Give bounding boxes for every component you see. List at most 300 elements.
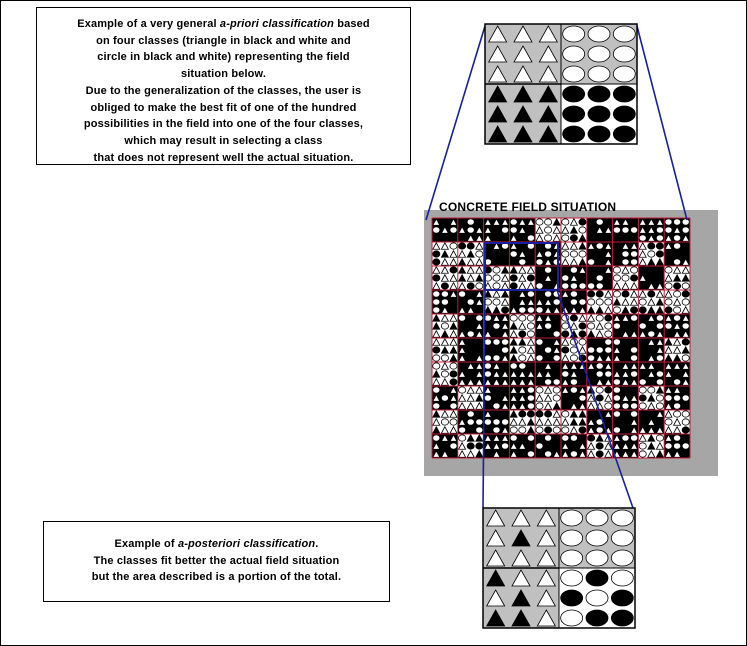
field-circle-icon: [433, 435, 440, 441]
field-circle-icon: [562, 235, 569, 241]
field-circle-icon: [545, 291, 552, 297]
field-circle-icon: [562, 283, 569, 289]
white-circle-icon: [586, 550, 608, 566]
field-circle-icon: [476, 443, 483, 449]
field-circle-icon: [562, 427, 569, 433]
field-cell: [432, 362, 458, 386]
field-cell: [561, 410, 587, 434]
field-circle-icon: [519, 363, 526, 369]
field-circle-icon: [674, 219, 681, 225]
field-circle-icon: [605, 235, 612, 241]
field-circle-icon: [674, 259, 681, 265]
black-circle-icon: [588, 106, 610, 122]
white-circle-icon: [561, 610, 583, 626]
field-circle-icon: [605, 347, 612, 353]
field-circle-icon: [545, 251, 552, 257]
field-cell: [664, 290, 690, 314]
field-cell: [535, 338, 561, 362]
field-circle-icon: [527, 451, 534, 457]
field-cell: [535, 218, 561, 242]
field-circle-icon: [536, 355, 543, 361]
field-circle-icon: [631, 339, 638, 345]
field-circle-icon: [510, 427, 517, 433]
field-cell: [664, 266, 690, 290]
field-circle-icon: [493, 283, 500, 289]
field-cell: [535, 410, 561, 434]
field-circle-icon: [510, 275, 517, 281]
field-circle-icon: [656, 315, 663, 321]
field-circle-icon: [476, 315, 483, 321]
field-circle-icon: [656, 355, 663, 361]
field-cell: [561, 266, 587, 290]
field-cell: [432, 338, 458, 362]
field-circle-icon: [682, 339, 689, 345]
field-cell: [587, 362, 613, 386]
black-circle-icon: [586, 570, 608, 586]
field-circle-icon: [613, 267, 620, 273]
field-circle-icon: [674, 243, 681, 249]
field-circle-icon: [588, 411, 595, 417]
a-priori-class-panel: [485, 24, 637, 144]
field-circle-icon: [484, 355, 491, 361]
field-circle-icon: [433, 291, 440, 297]
field-cell: [432, 410, 458, 434]
field-cell: [638, 386, 664, 410]
field-circle-icon: [484, 451, 491, 457]
field-cell: [638, 266, 664, 290]
field-cell: [509, 290, 535, 314]
field-circle-icon: [519, 307, 526, 313]
field-circle-icon: [562, 219, 569, 225]
white-circle-icon: [586, 510, 608, 526]
field-circle-icon: [467, 243, 474, 249]
field-circle-icon: [622, 259, 629, 265]
field-cell: [484, 218, 510, 242]
field-circle-icon: [579, 251, 586, 257]
field-circle-icon: [596, 347, 603, 353]
field-circle-icon: [665, 323, 672, 329]
field-circle-icon: [536, 259, 543, 265]
field-cell: [587, 338, 613, 362]
field-circle-icon: [441, 355, 448, 361]
field-cell: [587, 218, 613, 242]
field-cell: [484, 434, 510, 458]
field-cell: [484, 362, 510, 386]
field-circle-icon: [527, 387, 534, 393]
field-circle-icon: [536, 331, 543, 337]
field-circle-icon: [433, 259, 440, 265]
field-circle-icon: [605, 331, 612, 337]
field-circle-icon: [570, 299, 577, 305]
field-circle-icon: [502, 339, 509, 345]
field-circle-icon: [467, 227, 474, 233]
white-circle-icon: [588, 66, 610, 82]
field-cell: [587, 290, 613, 314]
field-circle-icon: [545, 267, 552, 273]
field-circle-icon: [484, 371, 491, 377]
field-circle-icon: [665, 267, 672, 273]
field-circle-icon: [510, 291, 517, 297]
field-circle-icon: [476, 419, 483, 425]
field-cell: [561, 434, 587, 458]
white-circle-icon: [611, 550, 633, 566]
field-circle-icon: [570, 379, 577, 385]
field-circle-icon: [441, 323, 448, 329]
field-cell: [484, 242, 510, 266]
a-priori-term: a-priori classification: [219, 18, 335, 30]
field-cell: [432, 218, 458, 242]
field-circle-icon: [459, 291, 466, 297]
field-circle-icon: [450, 307, 457, 313]
field-cell: [664, 314, 690, 338]
black-circle-icon: [586, 610, 608, 626]
field-circle-icon: [682, 435, 689, 441]
field-circle-icon: [674, 435, 681, 441]
field-cell: [509, 434, 535, 458]
field-cell: [638, 410, 664, 434]
field-circle-icon: [588, 347, 595, 353]
field-cell: [484, 290, 510, 314]
field-circle-icon: [545, 339, 552, 345]
black-circle-icon: [611, 590, 633, 606]
field-circle-icon: [502, 227, 509, 233]
field-circle-icon: [579, 227, 586, 233]
field-cell: [613, 386, 639, 410]
field-circle-icon: [588, 235, 595, 241]
field-circle-icon: [433, 275, 440, 281]
field-circle-icon: [648, 275, 655, 281]
field-circle-icon: [605, 419, 612, 425]
white-circle-icon: [586, 530, 608, 546]
field-circle-icon: [484, 419, 491, 425]
field-circle-icon: [596, 339, 603, 345]
field-circle-icon: [519, 347, 526, 353]
field-circle-icon: [579, 395, 586, 401]
field-circle-icon: [553, 395, 560, 401]
field-circle-icon: [553, 299, 560, 305]
field-circle-icon: [459, 323, 466, 329]
field-circle-icon: [631, 275, 638, 281]
field-cell: [484, 314, 510, 338]
field-circle-icon: [433, 363, 440, 369]
field-circle-icon: [441, 371, 448, 377]
white-circle-icon: [561, 550, 583, 566]
field-circle-icon: [631, 411, 638, 417]
field-circle-icon: [648, 243, 655, 249]
field-circle-icon: [545, 379, 552, 385]
field-circle-icon: [613, 291, 620, 297]
field-circle-icon: [579, 299, 586, 305]
black-circle-icon: [613, 126, 635, 142]
field-cell: [561, 218, 587, 242]
field-circle-icon: [596, 363, 603, 369]
field-circle-icon: [502, 347, 509, 353]
field-cell: [509, 386, 535, 410]
field-cell: [613, 362, 639, 386]
field-circle-icon: [682, 355, 689, 361]
field-circle-icon: [613, 387, 620, 393]
field-circle-icon: [536, 339, 543, 345]
field-circle-icon: [433, 251, 440, 257]
field-circle-icon: [459, 315, 466, 321]
field-circle-icon: [502, 307, 509, 313]
field-circle-icon: [622, 355, 629, 361]
black-circle-icon: [561, 590, 583, 606]
field-cell: [664, 386, 690, 410]
field-circle-icon: [467, 331, 474, 337]
field-circle-icon: [665, 307, 672, 313]
field-circle-icon: [588, 283, 595, 289]
a-priori-note-line4: situation below.: [180, 68, 267, 81]
field-circle-icon: [674, 403, 681, 409]
field-circle-icon: [493, 387, 500, 393]
field-circle-icon: [588, 355, 595, 361]
field-circle-icon: [596, 443, 603, 449]
field-circle-icon: [622, 235, 629, 241]
field-circle-icon: [656, 379, 663, 385]
field-circle-icon: [682, 395, 689, 401]
field-circle-icon: [656, 323, 663, 329]
field-circle-icon: [639, 307, 646, 313]
field-circle-icon: [639, 387, 646, 393]
field-circle-icon: [570, 443, 577, 449]
field-circle-icon: [493, 275, 500, 281]
field-title: CONCRETE FIELD SITUATION: [439, 200, 617, 214]
field-circle-icon: [639, 451, 646, 457]
a-posteriori-note-line1-pre: Example of: [114, 538, 178, 550]
field-circle-icon: [527, 235, 534, 241]
white-circle-icon: [611, 570, 633, 586]
field-circle-icon: [467, 443, 474, 449]
field-circle-icon: [433, 387, 440, 393]
field-circle-icon: [605, 339, 612, 345]
field-circle-icon: [674, 283, 681, 289]
field-circle-icon: [536, 387, 543, 393]
field-cell: [613, 266, 639, 290]
white-circle-icon: [588, 26, 610, 42]
a-priori-note-line2: on four classes (triangle in black and white and: [96, 34, 351, 47]
field-cell: [638, 338, 664, 362]
field-circle-icon: [631, 251, 638, 257]
field-circle-icon: [562, 371, 569, 377]
black-circle-icon: [563, 106, 585, 122]
black-circle-icon: [588, 126, 610, 142]
field-circle-icon: [433, 307, 440, 313]
black-circle-icon: [613, 86, 635, 102]
field-circle-icon: [510, 283, 517, 289]
a-priori-zoom-line-left: [426, 26, 485, 220]
field-circle-icon: [476, 283, 483, 289]
field-circle-icon: [596, 283, 603, 289]
white-circle-icon: [611, 510, 633, 526]
field-circle-icon: [665, 227, 672, 233]
field-cell: [535, 314, 561, 338]
a-posteriori-class-panel: [483, 508, 635, 628]
field-cell: [509, 314, 535, 338]
field-circle-icon: [613, 275, 620, 281]
field-circle-icon: [536, 219, 543, 225]
field-cell: [638, 362, 664, 386]
white-circle-icon: [613, 46, 635, 62]
field-circle-icon: [648, 387, 655, 393]
field-circle-icon: [682, 219, 689, 225]
field-circle-icon: [536, 451, 543, 457]
field-circle-icon: [510, 227, 517, 233]
field-circle-icon: [502, 419, 509, 425]
field-circle-icon: [674, 307, 681, 313]
field-circle-icon: [476, 307, 483, 313]
field-circle-icon: [605, 371, 612, 377]
field-cell: [535, 290, 561, 314]
field-circle-icon: [631, 435, 638, 441]
field-cell: [613, 218, 639, 242]
field-circle-icon: [674, 411, 681, 417]
field-circle-icon: [674, 291, 681, 297]
field-circle-icon: [536, 283, 543, 289]
field-circle-icon: [450, 419, 457, 425]
field-circle-icon: [570, 251, 577, 257]
field-circle-icon: [502, 411, 509, 417]
field-circle-icon: [441, 395, 448, 401]
black-circle-icon: [611, 610, 633, 626]
field-circle-icon: [527, 275, 534, 281]
field-circle-icon: [476, 251, 483, 257]
field-circle-icon: [596, 275, 603, 281]
field-circle-icon: [656, 403, 663, 409]
field-cell: [561, 314, 587, 338]
field-circle-icon: [545, 355, 552, 361]
field-circle-icon: [502, 363, 509, 369]
field-cell: [458, 266, 484, 290]
field-circle-icon: [493, 347, 500, 353]
field-circle-icon: [553, 323, 560, 329]
field-circle-icon: [545, 435, 552, 441]
field-circle-icon: [545, 227, 552, 233]
field-circle-icon: [450, 403, 457, 409]
field-cell: [613, 338, 639, 362]
field-cell: [613, 290, 639, 314]
field-cell: [458, 290, 484, 314]
field-circle-icon: [519, 315, 526, 321]
white-circle-icon: [561, 570, 583, 586]
field-circle-icon: [562, 411, 569, 417]
a-priori-note-line9: that does not represent well the actual situation.: [93, 151, 354, 164]
field-circle-icon: [579, 427, 586, 433]
field-cell: [613, 314, 639, 338]
field-circle-icon: [545, 427, 552, 433]
field-cell: [432, 386, 458, 410]
a-posteriori-note-line3: but the area described is a portion of the total.: [91, 571, 342, 584]
field-circle-icon: [596, 387, 603, 393]
field-circle-icon: [631, 347, 638, 353]
a-posteriori-term: a-posteriori classification: [177, 538, 316, 550]
field-circle-icon: [493, 403, 500, 409]
field-circle-icon: [579, 339, 586, 345]
field-circle-icon: [631, 323, 638, 329]
field-circle-icon: [562, 347, 569, 353]
field-circle-icon: [579, 323, 586, 329]
field-cell: [458, 362, 484, 386]
field-circle-icon: [682, 291, 689, 297]
field-circle-icon: [639, 379, 646, 385]
field-circle-icon: [656, 227, 663, 233]
field-circle-icon: [622, 435, 629, 441]
field-circle-icon: [553, 387, 560, 393]
field-circle-icon: [656, 235, 663, 241]
white-circle-icon: [613, 26, 635, 42]
field-circle-icon: [631, 267, 638, 273]
field-cell: [484, 266, 510, 290]
field-circle-icon: [459, 427, 466, 433]
field-circle-icon: [484, 395, 491, 401]
field-circle-icon: [510, 259, 517, 265]
field-cell: [458, 434, 484, 458]
field-circle-icon: [596, 243, 603, 249]
field-circle-icon: [484, 347, 491, 353]
field-circle-icon: [682, 283, 689, 289]
field-circle-icon: [656, 251, 663, 257]
field-circle-icon: [510, 435, 517, 441]
field-circle-icon: [467, 219, 474, 225]
field-circle-icon: [596, 259, 603, 265]
field-circle-icon: [536, 427, 543, 433]
field-circle-icon: [570, 235, 577, 241]
field-cell: [509, 410, 535, 434]
field-cell: [664, 338, 690, 362]
field-circle-icon: [459, 387, 466, 393]
field-circle-icon: [510, 363, 517, 369]
field-circle-icon: [553, 379, 560, 385]
field-cell: [587, 386, 613, 410]
field-circle-icon: [674, 315, 681, 321]
field-cell: [458, 314, 484, 338]
field-circle-icon: [545, 235, 552, 241]
field-circle-icon: [570, 451, 577, 457]
field-circle-icon: [605, 323, 612, 329]
field-circle-icon: [545, 323, 552, 329]
field-circle-icon: [596, 219, 603, 225]
field-cell: [613, 434, 639, 458]
black-circle-icon: [563, 126, 585, 142]
field-circle-icon: [613, 403, 620, 409]
field-circle-icon: [682, 323, 689, 329]
field-circle-icon: [433, 403, 440, 409]
a-priori-note-line7: possibilities in the field into one of the four classes,: [83, 118, 364, 131]
field-circle-icon: [527, 403, 534, 409]
field-cell: [484, 386, 510, 410]
field-cell: [664, 242, 690, 266]
field-circle-icon: [613, 411, 620, 417]
field-circle-icon: [527, 323, 534, 329]
field-cell: [509, 218, 535, 242]
field-circle-icon: [596, 299, 603, 305]
field-circle-icon: [450, 371, 457, 377]
field-circle-icon: [493, 419, 500, 425]
field-circle-icon: [536, 267, 543, 273]
field-cell: [561, 242, 587, 266]
field-circle-icon: [605, 403, 612, 409]
field-cell: [484, 410, 510, 434]
a-priori-note-line3: circle in black and white) representing the field: [97, 51, 350, 64]
field-circle-icon: [527, 331, 534, 337]
field-circle-icon: [459, 235, 466, 241]
field-circle-icon: [553, 355, 560, 361]
field-circle-icon: [622, 275, 629, 281]
field-circle-icon: [570, 283, 577, 289]
field-circle-icon: [588, 291, 595, 297]
field-circle-icon: [579, 219, 586, 225]
field-cell: [638, 314, 664, 338]
